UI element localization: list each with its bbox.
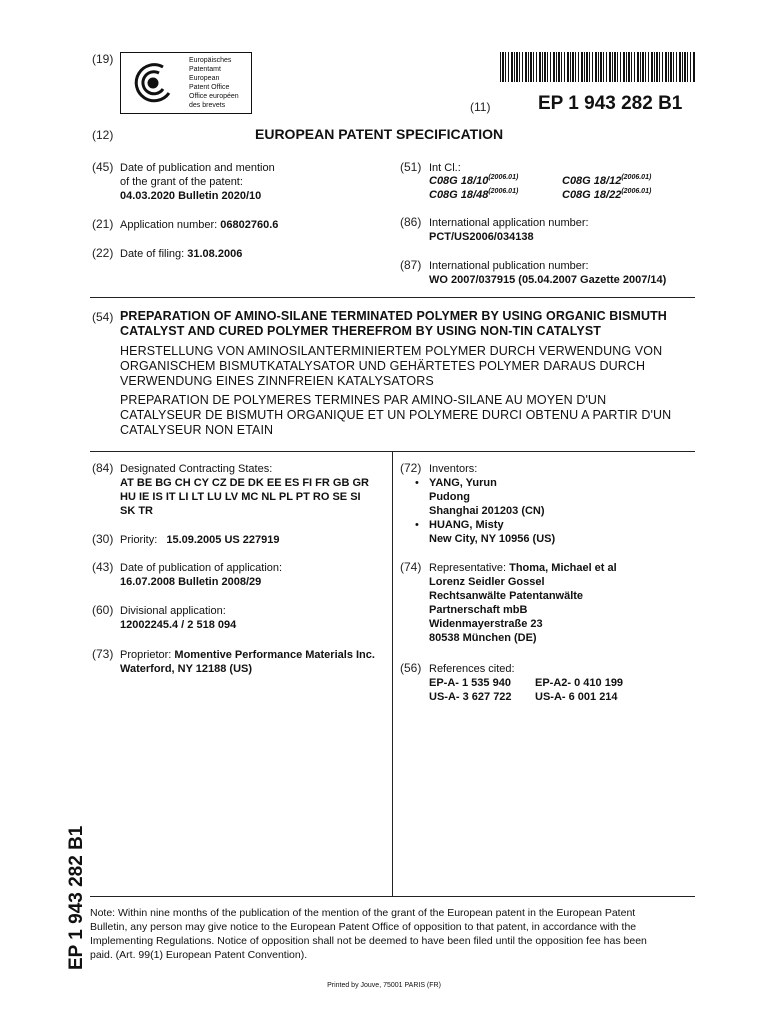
ipc-class-code: C08G 18/12 [562,175,622,187]
inid-code-87: (87) [400,258,422,272]
ipc-class-code: C08G 18/10 [429,175,489,187]
title-en-line: PREPARATION OF AMINO-SILANE TERMINATED POLYMER BY USING ORGANIC BISMUTH [120,309,667,323]
application-number-value: 06802760.6 [220,219,279,231]
office-names [189,56,239,110]
representative-address-line: Rechtsanwälte Patentanwälte [429,590,584,602]
representative-address-line: Partnerschaft mbB [429,604,528,616]
barcode-image [500,52,695,82]
int-cl-label: Int Cl.: [429,162,461,174]
divider-line [90,297,695,298]
ipc-class-code: C08G 18/48 [429,189,489,201]
grant-date-label-line: Date of publication and mention [120,162,275,174]
inid-code-84: (84) [92,461,114,475]
filing-date-value: 31.08.2006 [187,248,243,260]
note-line: Note: Within nine months of the publication of the mention of the grant of the European patent in the European Patent [90,907,636,919]
inventors-label: Inventors: [429,463,478,475]
office-name-line: Office européen [189,93,239,100]
inid-code-60: (60) [92,603,114,617]
office-name-line: Europäisches [189,57,232,64]
inid-code-73: (73) [92,647,114,661]
inid-code-56: (56) [400,661,422,675]
representative-name: Thoma, Michael et al [509,562,617,574]
inventor-entry [415,518,615,546]
inventor-address-line: Shanghai 201203 (CN) [429,505,545,517]
inventor-address-line: New City, NY 10956 (US) [429,533,556,545]
ipc-class [429,174,518,187]
grant-date-label [120,161,275,203]
ipc-class-code: C08G 18/22 [562,189,622,201]
intl-application-label: International application number: [429,217,589,229]
title-block [120,309,671,438]
publication-number: EP 1 943 282 B1 [538,93,683,114]
designated-states-line: AT BE BG CH CY CZ DE DK EE ES FI FR GB GR [120,477,369,489]
inid-code-54: (54) [92,310,114,324]
application-publication-field [120,561,282,589]
ipc-class [562,188,651,201]
ipc-class-version: (2006.01) [488,188,519,195]
office-name-line: Patentamt [189,66,221,73]
inid-code-11: (11) [470,100,491,114]
title-de-line: VERWENDUNG EINES ZINNFREIEN KATALYSATORS [120,374,434,388]
inid-code-43: (43) [92,560,114,574]
note-line: paid. (Art. 99(1) European Patent Convention). [90,949,308,961]
title-en-line: CATALYST AND CURED POLYMER THEREFROM BY USING NON-TIN CATALYST [120,324,601,338]
application-number-field [120,218,278,232]
reference-item: US-A- 3 627 722 [429,691,512,703]
designated-states-line: HU IE IS IT LI LT LU LV MC NL PL PT RO SE SI [120,491,361,503]
column-divider [392,451,393,896]
proprietor-name: Momentive Performance Materials Inc. [174,649,375,661]
application-publication-label: Date of publication of application: [120,562,283,574]
ipc-class-version: (2006.01) [621,188,652,195]
filing-date-field [120,247,242,261]
epo-logo-box [120,52,252,114]
office-name-line: European [189,75,220,82]
ipc-class-version: (2006.01) [621,174,652,181]
inventor-entry [415,476,615,518]
inventor-address-line: Pudong [429,491,470,503]
inventor-name: YANG, Yurun [429,477,497,489]
reference-item: US-A- 6 001 214 [535,691,618,703]
inid-code-12: (12) [92,128,114,142]
document-type-title: EUROPEAN PATENT SPECIFICATION [255,126,504,142]
printer-credit: Printed by Jouve, 75001 PARIS (FR) [327,982,441,989]
designated-states-line: SK TR [120,505,153,517]
intl-publication-field [429,259,666,287]
priority-value: 15.09.2005 US 227919 [166,534,280,546]
reference-item: EP-A- 1 535 940 [429,677,511,689]
inid-code-30: (30) [92,532,114,546]
office-name-line: Patent Office [189,84,230,91]
opposition-note [90,906,647,962]
title-fr-line: PREPARATION DE POLYMERES TERMINES PAR AMINO-SILANE AU MOYEN D'UN [120,393,607,407]
designated-states-field [120,462,369,518]
intl-publication-value: WO 2007/037915 (05.04.2007 Gazette 2007/14) [429,274,667,286]
inid-code-72: (72) [400,461,422,475]
priority-label: Priority: [120,534,158,546]
office-name-line: des brevets [189,102,226,109]
representative-address-line: Lorenz Seidler Gossel [429,576,545,588]
divider-line [90,896,695,897]
references-label: References cited: [429,663,515,675]
inid-code-22: (22) [92,246,114,260]
representative-address-line: Widenmayerstraße 23 [429,618,543,630]
epo-logo-icon [129,59,183,107]
reference-item: EP-A2- 0 410 199 [535,677,624,689]
representative-address-line: 80538 München (DE) [429,632,537,644]
divisional-application-value: 12002245.4 / 2 518 094 [120,619,237,631]
title-fr-line: CATALYSEUR NON ETAIN [120,423,274,437]
inid-code-19: (19) [92,52,114,66]
representative-field [429,561,617,645]
grant-date-value: 04.03.2020 Bulletin 2020/10 [120,190,262,202]
divisional-application-label: Divisional application: [120,605,226,617]
bullet-icon: • [415,477,419,489]
bullet-icon: • [415,519,419,531]
divisional-application-field [120,604,236,632]
application-publication-value: 16.07.2008 Bulletin 2008/29 [120,576,262,588]
representative-label: Representative: [429,562,507,574]
filing-date-label: Date of filing: [120,248,185,260]
inid-code-74: (74) [400,560,422,574]
title-fr-line: CATALYSEUR DE BISMUTH ORGANIQUE ET UN POLYMERE DURCI OBTENU A PARTIR D'UN [120,408,672,422]
note-line: Implementing Regulations. Notice of opposition shall not be deemed to have been filed until the opposition fee has been [90,935,647,947]
proprietor-label: Proprietor: [120,649,172,661]
note-line: Bulletin, any person may give notice to the European Patent Office of opposition to that patent, in accordance with the [90,921,637,933]
ipc-class [562,174,651,187]
inid-code-86: (86) [400,215,422,229]
designated-states-label: Designated Contracting States: [120,463,273,475]
inventor-name: HUANG, Misty [429,519,504,531]
intl-application-value: PCT/US2006/034138 [429,231,534,243]
title-de-line: ORGANISCHEM BISMUTKATALYSATOR UND GEHÄRTETES POLYMER DARAUS DURCH [120,359,646,373]
inid-code-45: (45) [92,160,114,174]
application-number-label: Application number: [120,219,218,231]
ipc-class-version: (2006.01) [488,174,519,181]
proprietor-field [120,648,375,676]
side-publication-number: EP 1 943 282 B1 [66,825,87,970]
intl-application-field [429,216,589,244]
grant-date-label-line: of the grant of the patent: [120,176,243,188]
title-de-line: HERSTELLUNG VON AMINOSILANTERMINIERTEM POLYMER DURCH VERWENDUNG VON [120,344,663,358]
inid-code-51: (51) [400,160,422,174]
inid-code-21: (21) [92,217,114,231]
priority-field [120,533,280,547]
intl-publication-label: International publication number: [429,260,589,272]
proprietor-address: Waterford, NY 12188 (US) [120,663,253,675]
ipc-class [429,188,518,201]
